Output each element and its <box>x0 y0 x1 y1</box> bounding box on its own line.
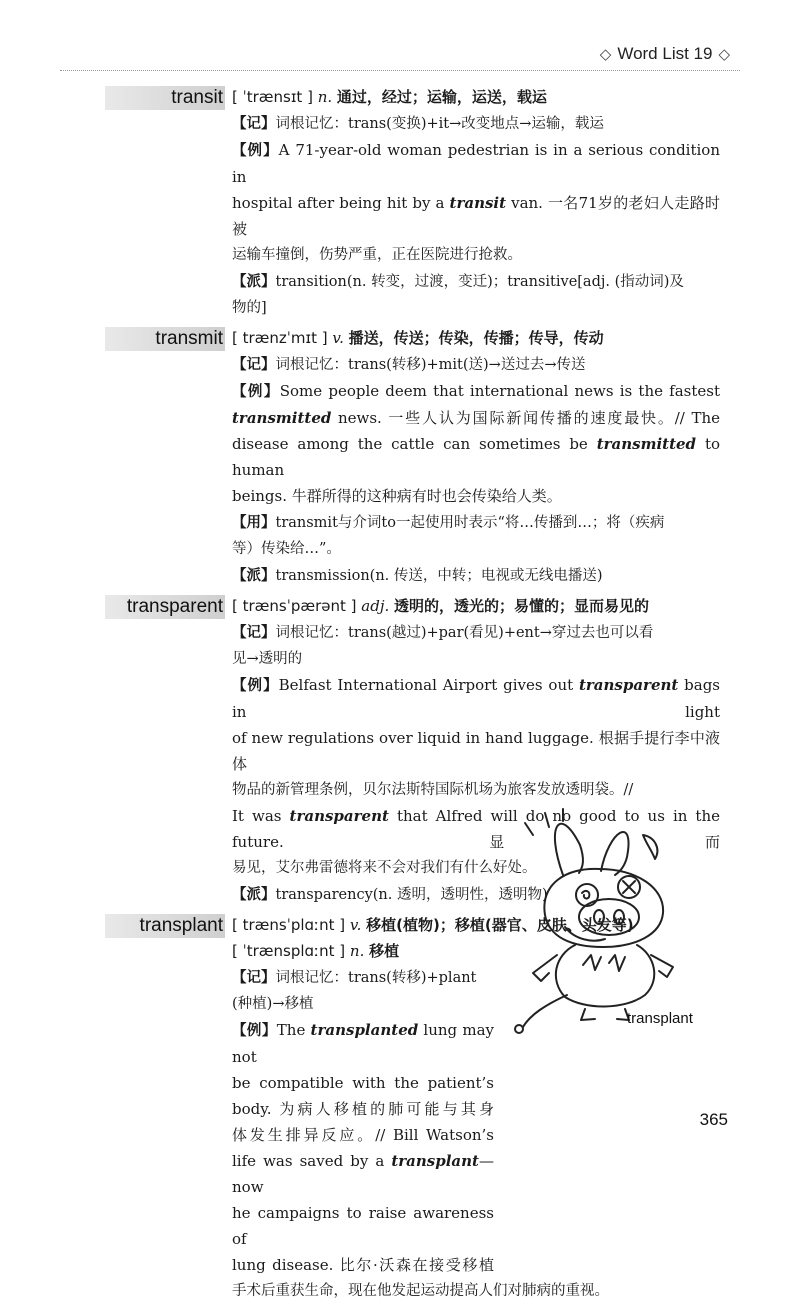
example-text: A 71-year-old woman pedestrian is in a serious condition in <box>232 141 720 186</box>
part-of-speech: n. <box>317 88 333 106</box>
derivative-tag: 【派】 <box>232 568 276 584</box>
wrapped-text-column <box>232 964 494 1278</box>
derivative-text: transition(n. 转变，过渡，变迁)；transitive[adj. (指动词)及 <box>275 274 684 290</box>
example-text: that Alfred will do no good to us in the future. 显而 <box>232 807 720 851</box>
definition: 移植(植物)；移植(器官、皮肤、头发等) <box>366 916 634 934</box>
derivative-tag: 【派】 <box>232 274 276 290</box>
entry-body <box>232 325 720 589</box>
headword: transit <box>171 87 223 108</box>
example-text: lung disease. 比尔·沃森在接受移植 <box>232 1256 494 1274</box>
usage-text: transmit与介词to一起使用时表示“将…传播到…；将（疾病 <box>275 515 665 531</box>
headword: transparent <box>126 596 223 617</box>
derivative-text: transmission(n. 传送，中转；电视或无线电播送) <box>275 568 603 584</box>
example-tag: 【例】 <box>232 678 279 694</box>
derivative-tag: 【派】 <box>232 887 276 903</box>
example-tag: 【例】 <box>232 384 280 400</box>
pig-bunny-cartoon-icon <box>505 805 705 1035</box>
memory-text: 词根记忆：trans(变换)+it→改变地点→运输，载运 <box>275 116 604 132</box>
example-text: be compatible with the patient’s <box>232 1074 494 1092</box>
example-translation: 物品的新管理条例，贝尔法斯特国际机场为旅客发放透明袋。// <box>232 782 634 798</box>
memory-text: 词根记忆：trans(转移)+plant <box>275 970 477 986</box>
example-keyword: transmitted <box>596 435 697 453</box>
example-text: lung may not <box>232 1021 494 1066</box>
entry-transmit <box>0 325 800 589</box>
example-keyword: transmitted <box>232 409 332 427</box>
example-translation: 易见，艾尔弗雷德将来不会对我们有什么好处。 <box>232 860 537 876</box>
example-keyword: transit <box>449 194 507 212</box>
usage-text: 等）传染给…”。 <box>232 541 341 557</box>
diamond-icon: ◇ <box>718 46 730 63</box>
headword: transplant <box>139 915 223 936</box>
memory-text: 见→透明的 <box>232 651 303 667</box>
example-text: beings. 牛群所得的这种病有时也会传染给人类。 <box>232 487 562 505</box>
example-text: news. 一些人认为国际新闻传播的速度最快。// The <box>331 409 720 427</box>
memory-text: 词根记忆：trans(转移)+mit(送)→送过去→传送 <box>275 357 586 373</box>
phonetic: [ ˈtrænsplɑːnt ] <box>232 942 346 960</box>
definition: 透明的，透光的；易懂的；显而易见的 <box>394 597 650 615</box>
phonetic: [ trænzˈmɪt ] <box>232 329 328 347</box>
headword: transmit <box>155 328 223 349</box>
example-text: Belfast International Airport gives out <box>278 676 579 694</box>
memory-tag: 【记】 <box>232 357 276 373</box>
page-number: 365 <box>699 1110 728 1129</box>
memory-tag: 【记】 <box>232 116 276 132</box>
example-tag: 【例】 <box>232 1023 277 1039</box>
example-keyword: transparent <box>578 676 679 694</box>
phonetic: [ trænsˈpærənt ] <box>232 597 357 615</box>
example-tag: 【例】 <box>232 143 279 159</box>
memory-tag: 【记】 <box>232 970 276 986</box>
example-text: Some people deem that international news is the fastest <box>279 382 720 400</box>
running-header <box>600 44 730 64</box>
example-text: of new regulations over liquid in hand luggage. 根据手提行李中液体 <box>232 729 720 773</box>
usage-tag: 【用】 <box>232 515 276 531</box>
part-of-speech: n. <box>349 942 365 960</box>
word-entries <box>0 84 800 1308</box>
example-translation: 手术后重获生命，现在他发起运动提高人们对肺病的重视。 <box>232 1283 609 1299</box>
diamond-icon: ◇ <box>599 46 612 63</box>
derivative-text: transparency(n. 透明，透明性，透明物) <box>275 887 548 903</box>
entry-body <box>232 84 720 321</box>
example-text: van. 一名71岁的老妇人走路时被 <box>232 194 720 238</box>
example-text: disease among the cattle can sometimes be <box>232 435 597 453</box>
part-of-speech: v. <box>349 916 362 934</box>
derivative-text: 物的] <box>232 300 267 316</box>
definition: 移植 <box>369 942 400 960</box>
illustration-label: transplant <box>627 1010 693 1027</box>
entry-transit <box>0 84 800 321</box>
example-keyword: transparent <box>289 807 389 825</box>
memory-text: (种植)→移植 <box>232 996 314 1012</box>
definition: 播送，传送；传染，传播；传导，传动 <box>348 329 604 347</box>
example-text: body. 为病人移植的肺可能与其身 <box>232 1100 494 1118</box>
example-text: It was <box>232 807 290 825</box>
example-text: he campaigns to raise awareness of <box>232 1204 494 1248</box>
example-translation: 运输车撞倒，伤势严重，正在医院进行抢救。 <box>232 247 522 263</box>
memory-tag: 【记】 <box>232 625 276 641</box>
example-keyword: transplant <box>391 1152 479 1170</box>
example-text: The <box>276 1021 311 1039</box>
example-text: to human <box>232 435 721 479</box>
phonetic: [ trænsˈplɑːnt ] <box>232 916 346 934</box>
definition: 通过，经过；运输，运送，载运 <box>336 88 547 106</box>
header-title: Word List 19 <box>617 44 713 63</box>
phonetic: [ ˈtrænsɪt ] <box>232 88 313 106</box>
example-text: hospital after being hit by a <box>232 194 450 212</box>
example-text: life was saved by a <box>232 1152 392 1170</box>
example-text: —now <box>232 1152 494 1196</box>
header-divider <box>60 70 740 71</box>
example-keyword: transplanted <box>310 1021 419 1039</box>
example-text: bags in light <box>232 676 721 721</box>
memory-text: 词根记忆：trans(越过)+par(看见)+ent→穿过去也可以看 <box>275 625 654 641</box>
part-of-speech: adj. <box>361 597 390 615</box>
example-text: 体发生排异反应。// Bill Watson’s <box>232 1126 494 1144</box>
part-of-speech: v. <box>332 329 344 347</box>
